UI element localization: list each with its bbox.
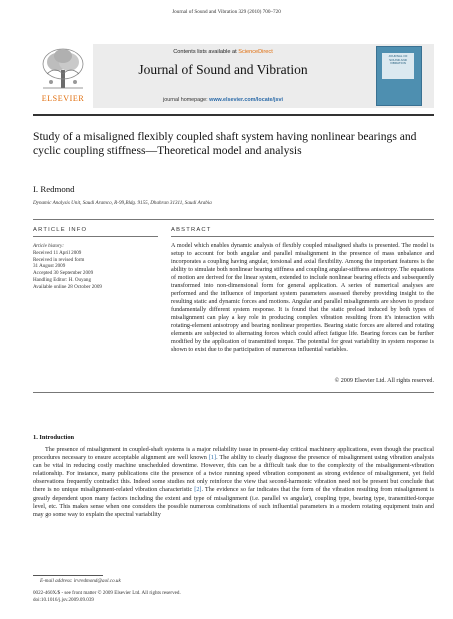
abstract-rule: [171, 236, 434, 237]
introduction-paragraph: [33, 446, 434, 519]
issn-line: 0022-460X/$ - see front matter © 2009 Elsevier Ltd. All rights reserved.: [33, 590, 181, 596]
intro-text-2: . The ability to clearly diagnose the presence of misalignment using vibration analysis can be vital in reducing costly machine unscheduled downtime. However, this can be a difficult task due to the complexity of the misalignment-vibration relationship. For instance, many publications cite the presence of a twice running speed vibration component as strong evidence of misalignment, yet field observations frequently contradict this. Indeed some studies not only reinforce the view that second-harmonic vibration need not be present but conclude that there is no unique misalignment-related vibration characteristic: [33, 454, 434, 494]
running-head: Journal of Sound and Vibration 329 (2010) 700–720: [172, 9, 281, 15]
history-item: 31 August 2009: [33, 263, 66, 270]
metadata-divider: [33, 219, 434, 220]
author-email: E-mail address: irvredmond@aol.co.uk: [40, 578, 121, 584]
doi-line[interactable]: doi:10.1016/j.jsv.2009.09.039: [33, 597, 94, 603]
abstract-divider: [33, 392, 434, 393]
journal-title: Journal of Sound and Vibration: [138, 62, 308, 77]
header-divider: [33, 114, 434, 116]
sciencedirect-link[interactable]: ScienceDirect: [238, 49, 273, 55]
abstract-heading: ABSTRACT: [171, 227, 212, 233]
article-info-heading: ARTICLE INFO: [33, 227, 88, 233]
citation-link[interactable]: [2]: [194, 486, 202, 494]
history-item: Received in revised form: [33, 256, 85, 263]
history-item: Received 11 April 2009: [33, 249, 82, 256]
author-affiliation: Dynamic Analysis Unit, Saudi Aramco, R-99,Bldg. 9155, Dhahran 31311, Saudi Arabia: [33, 200, 212, 206]
publication-info: [33, 590, 181, 604]
author-name: I. Redmond: [33, 184, 75, 194]
tree-logo-icon: [33, 44, 93, 94]
footnote-divider: [33, 575, 103, 576]
abstract-text: A model which enables dynamic analysis of flexibly coupled misaligned shafts is presented. The model is setup to account for both angular and parallel misalignment in the presence of mass unbalance and incorporates a coupling having angular, torsional and axial flexibility. Among the important features is the ability to simulate both nonlinear bearing stiffness and coupling angular-stiffness anisotropy. The equations of motion are derived for the linear system, extended to include nonlinear bearing effects and subsequently transformed into non-dimensional form for general application. A series of numerical analyses are performed and the influence of important system parameters assessed thereby providing insight to the resulting static and dynamic forces and motions. Angular and parallel misalignments are shown to produce fundamentally different system response. It is found that the static preload induced by both types of misalignment can play a key role in producing complex vibration resulting from it's interaction with rotating-element anisotropy and bearing nonlinear properties. Bearing static forces are altered and rotating elements are subjected to alternating forces which could affect fatigue life. Bearing forces can be further modified by the application of transmitted torque. The potential for great variability in system response is shown to exist due to the participation of numerous influential variables.: [171, 243, 434, 353]
homepage-line: [93, 97, 353, 103]
journal-cover-text: JOURNAL OF SOUND AND VIBRATION: [388, 54, 408, 66]
contents-prefix: Contents lists available at: [173, 49, 239, 55]
article-info-rule: [33, 236, 158, 237]
homepage-link[interactable]: www.elsevier.com/locate/jsvi: [209, 97, 283, 103]
history-item: Handling Editor: H. Ouyang: [33, 276, 92, 283]
publisher-logo-text: ELSEVIER: [41, 94, 85, 103]
article-title: Study of a misaligned flexibly coupled shaft system having nonlinear bearings and cyclic coupling stiffness—Theoretical model and analysis: [33, 130, 417, 158]
contents-line: [93, 49, 353, 55]
section-heading-introduction: 1. Introduction: [33, 434, 75, 441]
citation-link[interactable]: [1]: [208, 454, 217, 462]
intro-text-3: . The evidence so far indicates that the form of the vibration resulting from misalignment is greatly dependent upon many factors including the extent and type of misalignment (i.e. parallel vs angular), coupling type, bearing type, transmitted-torque level, etc. This makes sense when one considers the possible numerous combinations of such influential parameters in a modern rotating equipment train and may go some way to explain the spectral variability: [33, 486, 435, 518]
history-item: Accepted 30 September 2009: [33, 270, 94, 277]
intro-text-1: The presence of misalignment in coupled-shaft systems is a major reliability issue in present-day critical machinery applications, even though the practical procedures necessary to ensure acceptable alignment are well known: [33, 446, 434, 462]
history-item: Available online 28 October 2009: [33, 283, 102, 290]
history-label: Article history:: [33, 243, 64, 249]
article-history: [33, 243, 158, 291]
homepage-prefix: journal homepage:: [163, 97, 210, 103]
copyright-notice: © 2009 Elsevier Ltd. All rights reserved.: [334, 378, 434, 384]
